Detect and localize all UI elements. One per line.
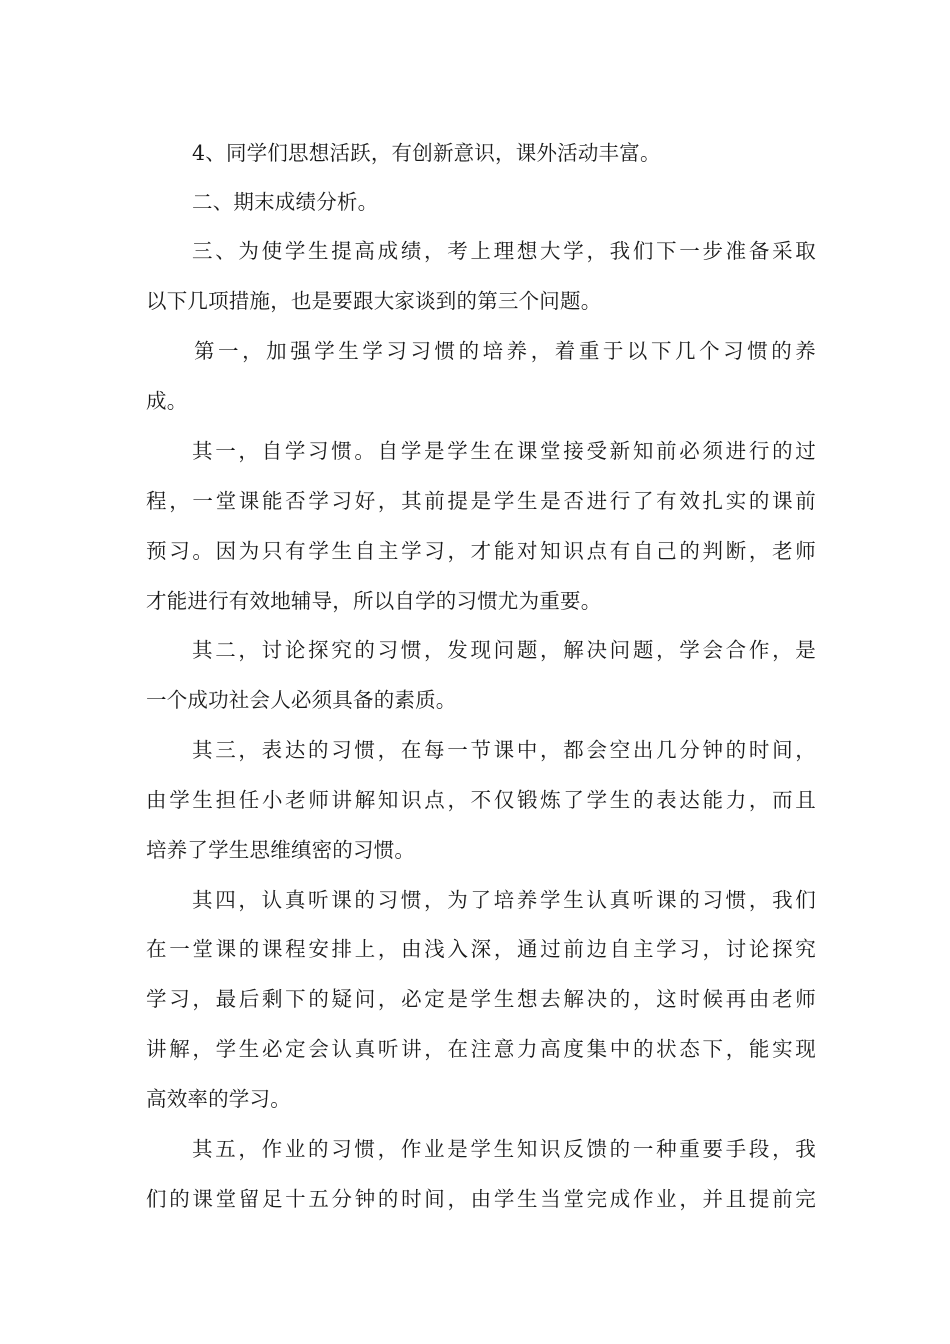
paragraph-line: 高效率的学习。 [146,1087,291,1111]
paragraph-line: 培养了学生思维缜密的习惯。 [146,838,416,862]
paragraph-line: 一个成功社会人必须具备的素质。 [146,688,457,712]
paragraph-line: 由学生担任小老师讲解知识点，不仅锻炼了学生的表达能力，而且 [146,788,816,812]
paragraph-line: 其二，讨论探究的习惯，发现问题，解决问题，学会合作，是 [192,638,816,662]
paragraph-line: 讲解，学生必定会认真听讲，在注意力高度集中的状态下，能实现 [146,1037,816,1061]
section-heading: 二、期末成绩分析。 [192,190,379,214]
paragraph-line: 4、同学们思想活跃，有创新意识，课外活动丰富。 [192,141,661,165]
paragraph-line: 三、为使学生提高成绩，考上理想大学，我们下一步准备采取 [192,239,816,263]
paragraph-line: 其三，表达的习惯，在每一节课中，都会空出几分钟的时间， [192,738,816,762]
paragraph-line: 在一堂课的课程安排上，由浅入深，通过前边自主学习，讨论探究 [146,937,816,961]
paragraph-line: 们的课堂留足十五分钟的时间，由学生当堂完成作业，并且提前完 [146,1187,816,1211]
paragraph-line: 其五，作业的习惯，作业是学生知识反馈的一种重要手段，我 [192,1137,816,1161]
paragraph-line: 第一，加强学生学习习惯的培养，着重于以下几个习惯的养 [194,339,816,363]
paragraph-line: 其一，自学习惯。自学是学生在课堂接受新知前必须进行的过 [192,439,816,463]
paragraph-line: 学习，最后剩下的疑问，必定是学生想去解决的，这时候再由老师 [146,987,816,1011]
paragraph-line: 以下几项措施，也是要跟大家谈到的第三个问题。 [146,289,602,313]
paragraph-line: 预习。因为只有学生自主学习，才能对知识点有自己的判断，老师 [146,539,816,563]
paragraph-line: 其四，认真听课的习惯，为了培养学生认真听课的习惯，我们 [192,888,816,912]
paragraph-line: 才能进行有效地辅导，所以自学的习惯尤为重要。 [146,589,602,613]
paragraph-line: 成。 [146,389,188,413]
paragraph-line: 程，一堂课能否学习好，其前提是学生是否进行了有效扎实的课前 [146,489,816,513]
